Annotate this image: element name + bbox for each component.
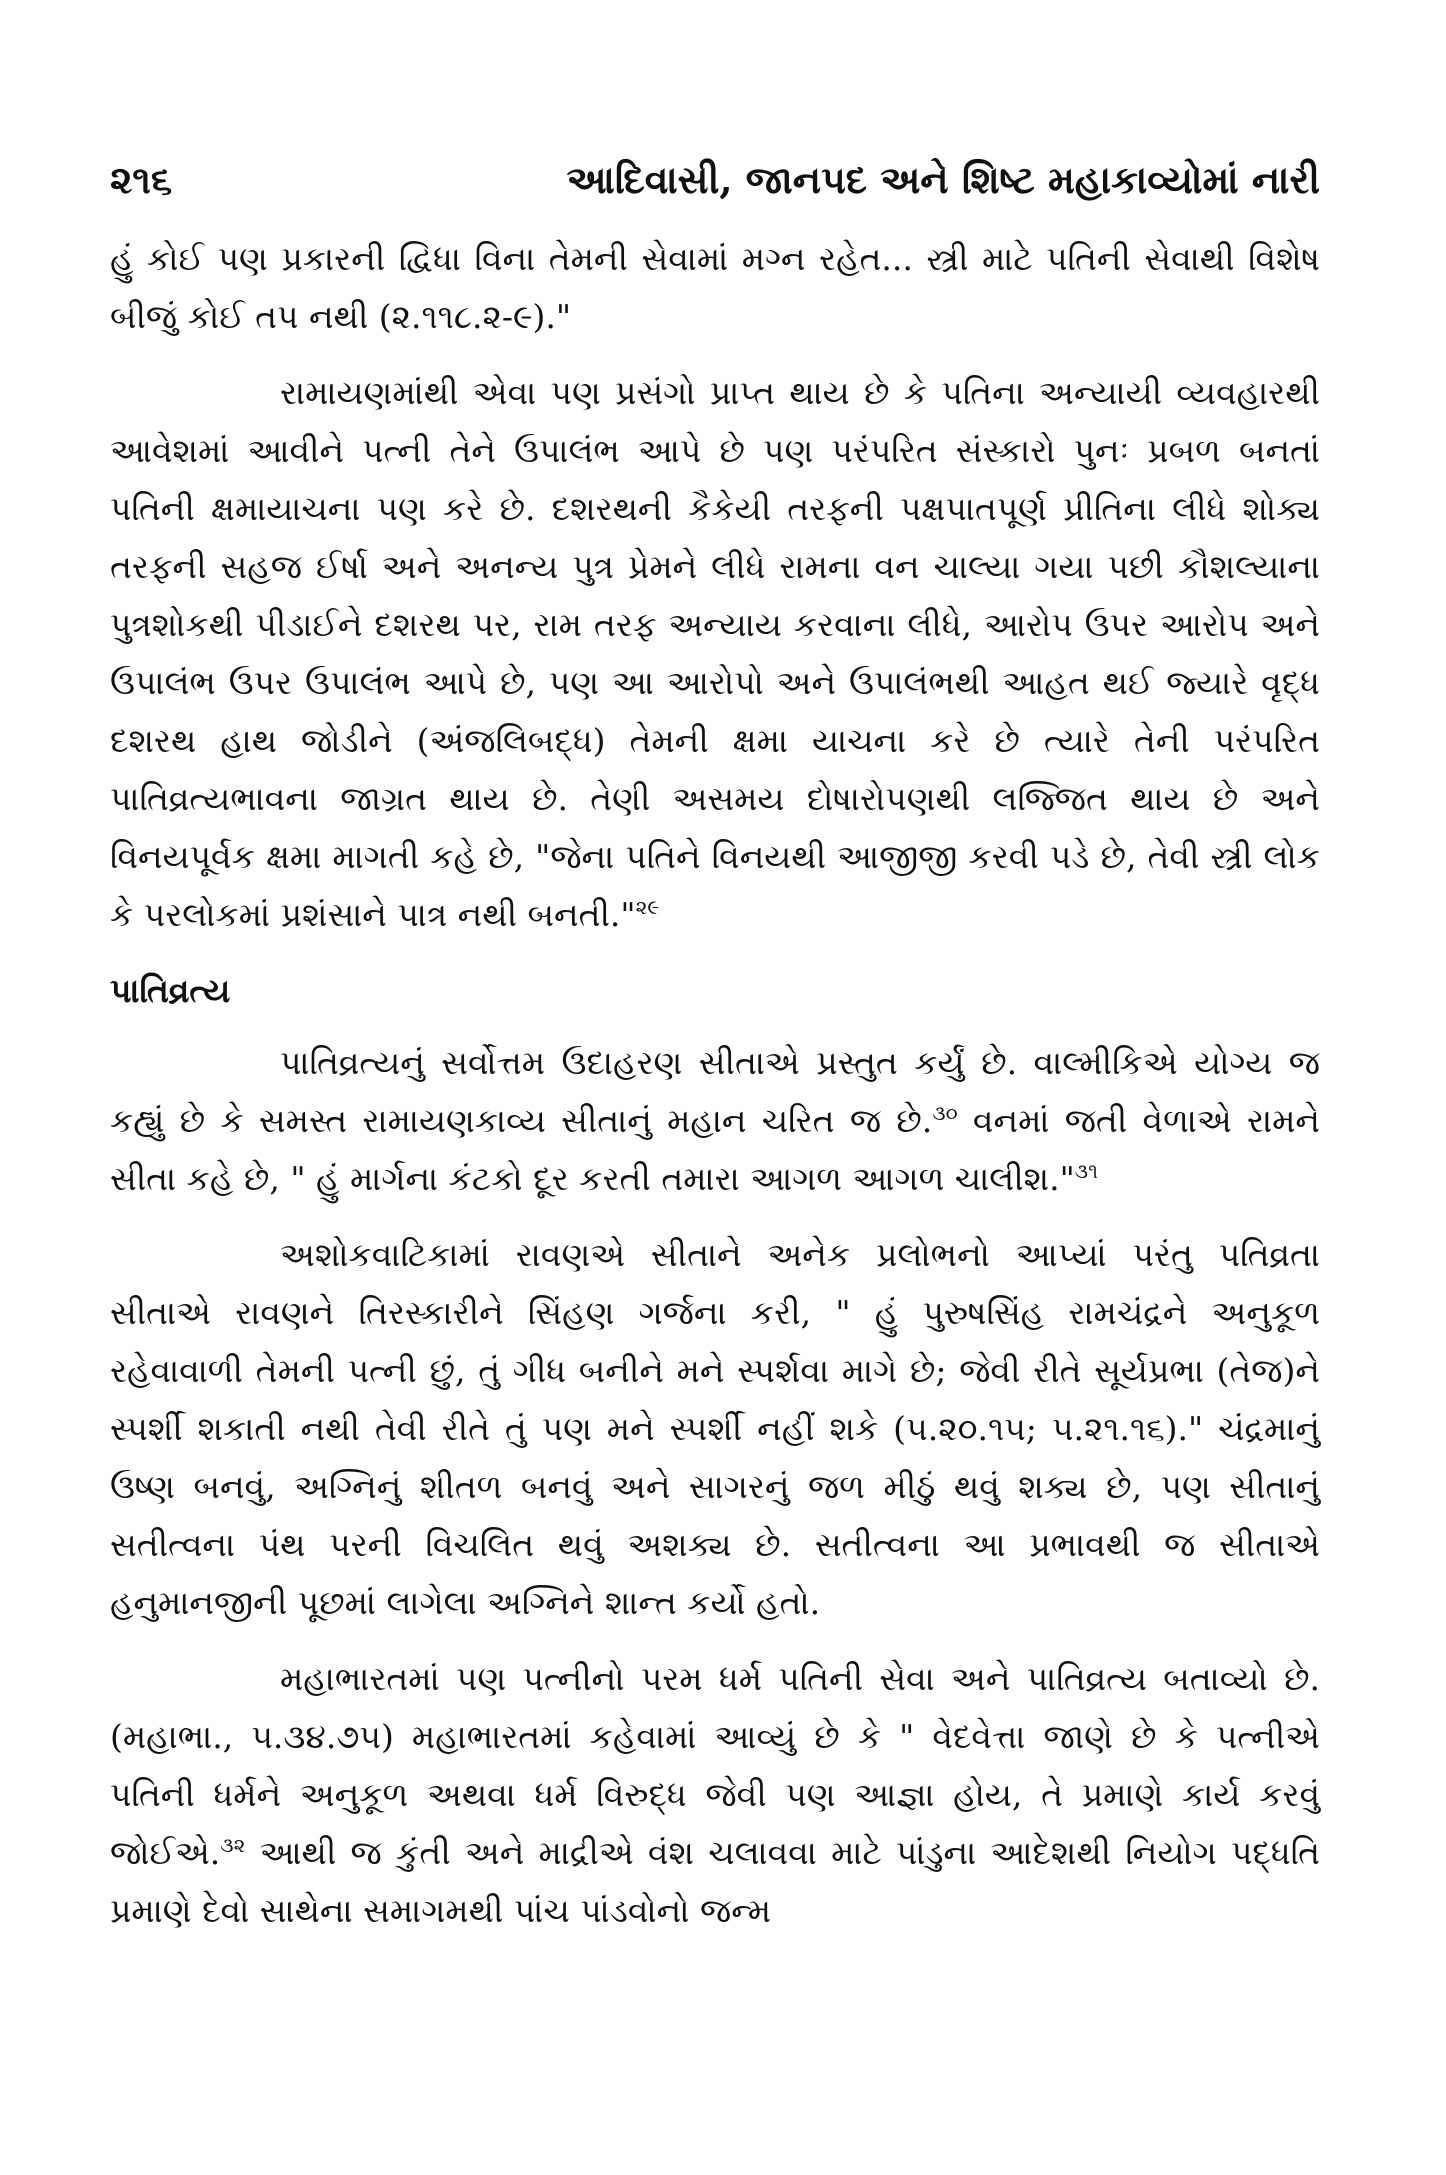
paragraph-text: રામાયણમાંથી એવા પણ પ્રસંગો પ્રાપ્ત થાય છે કે પતિના અન્યાયી વ્યવહારથી આવેશમાં આવીને પત્ની તેને ઉપાલંભ આપે છે પણ પરંપરિત સંસ્કારો પુનઃ પ્રબળ બનતાં પતિની ક્ષમાયાચના પણ કરે છે. દશરથની કૈકેયી તરફની પક્ષપાતપૂર્ણ પ્રીતિના લીધે શોક્ય તરફની સહજ ઈર્ષા અને અનન્ય પુત્ર પ્રેમને લીધે રામના વન ચાલ્યા ગયા પછી કૌશલ્યાના પુત્રશોકથી પીડાઈને દશરથ પર, રામ તરફ અન્યાય કરવાના લીધે, આરોપ ઉપર આરોપ અને ઉપાલંભ ઉપર ઉપાલંભ આપે છે, પણ આ આરોપો અને ઉપાલંભથી આહત થઈ જ્યારે વૃદ્ધ દશરથ હાથ જોડીને (અંજલિબદ્ધ) તેમની ક્ષમા યાચના કરે છે ત્યારે તેની પરંપરિત પાતિવ્રત્યભાવના જાગ્રત થાય છે. તેણી અસમય દોષારોપણથી લજ્જિત થાય છે અને વિનયપૂર્વક ક્ષમા માગતી કહે છે, "જેના પતિને વિનયથી આજીજી કરવી પડે છે, તેવી સ્ત્રી લોક કે પરલોકમાં પ્રશંસાને પાત્ર નથી બનતી."	[110, 373, 1320, 934]
body-text	[110, 230, 1320, 1958]
paragraph-text: પાતિવ્રત્યનું સર્વોત્તમ ઉદાહરણ સીતાએ પ્રસ્તુત કર્યું છે. વાલ્મીકિએ યોગ્ય જ કહ્યું છે કે સમસ્ત રામાયણકાવ્ય સીતાનું મહાન ચરિત જ છે.	[110, 1043, 1320, 1140]
page-header	[110, 150, 1320, 210]
footnote-ref: ૨૯	[635, 895, 660, 919]
paragraph-4	[110, 1226, 1320, 1632]
paragraph-3	[110, 1034, 1320, 1208]
paragraph-text: હું કોઈ પણ પ્રકારની દ્વિધા વિના તેમની સેવામાં મગ્ન રહેત... સ્ત્રી માટે પતિની સેવાથી વિશેષ બીજું કોઈ તપ નથી (૨.૧૧૮.૨-૯)."	[110, 239, 1320, 336]
paragraph-text: અશોકવાટિકામાં રાવણએ સીતાને અનેક પ્રલોભનો આપ્યાં પરંતુ પતિવ્રતા સીતાએ રાવણને તિરસ્કારીને સિંહણ ગર્જના કરી, " હું પુરુષસિંહ રામચંદ્રને અનુકૂળ રહેવાવાળી તેમની પત્ની છું, તું ગીધ બનીને મને સ્પર્શવા માગે છે; જેવી રીતે સૂર્યપ્રભા (તેજ)ને સ્પર્શી શકાતી નથી તેવી રીતે તું પણ મને સ્પર્શી નહીં શકે (૫.૨૦.૧૫; ૫.૨૧.૧૬)." ચંદ્રમાનું ઉષ્ણ બનવું, અગ્નિનું શીતળ બનવું અને સાગરનું જળ મીઠું થવું શક્ય છે, પણ સીતાનું સતીત્વના પંથ પરની વિચલિત થવું અશક્ય છે. સતીત્વના આ પ્રભાવથી જ સીતાએ હનુમાનજીની પૂછમાં લાગેલા અગ્નિને શાન્ત કર્યો હતો.	[110, 1235, 1320, 1622]
paragraph-2	[110, 364, 1320, 944]
running-title: આદિવાસી, જાનપદ અને શિષ્ટ મહાકાવ્યોમાં નારી	[566, 157, 1320, 202]
footnote-ref: ૩૧	[1074, 1159, 1098, 1183]
paragraph-text: આથી જ કુંતી અને માદ્રીએ વંશ ચલાવવા માટે પાંડુના આદેશથી નિયોગ પદ્ધતિ પ્રમાણે દેવો સાથેના સમાગમથી પાંચ પાંડવોનો જન્મ	[110, 1833, 1320, 1930]
footnote-ref: ૩૦	[932, 1101, 958, 1125]
footnote-ref: ૩૨	[220, 1833, 246, 1857]
page-number: ૨૧૬	[110, 157, 173, 202]
paragraph-5	[110, 1650, 1320, 1940]
paragraph-text: મહાભારતમાં પણ પત્નીનો પરમ ધર્મ પતિની સેવા અને પાતિવ્રત્ય બતાવ્યો છે. (મહાભા., ૫.૩૪.૭૫) મહાભારતમાં કહેવામાં આવ્યું છે કે " વેદવેત્તા જાણે છે કે પત્નીએ પતિની ધર્મને અનુકૂળ અથવા ધર્મ વિરુદ્ધ જેવી પણ આજ્ઞા હોય, તે પ્રમાણે કાર્ય કરવું જોઈએ.	[110, 1659, 1320, 1872]
paragraph-text: વનમાં જતી વેળાએ રામને સીતા કહે છે, " હું માર્ગના કંટકો દૂર કરતી તમારા આગળ આગળ ચાલીશ."	[110, 1101, 1320, 1198]
paragraph-1	[110, 230, 1320, 346]
section-heading: પાતિવ્રત્ય	[110, 971, 231, 1010]
